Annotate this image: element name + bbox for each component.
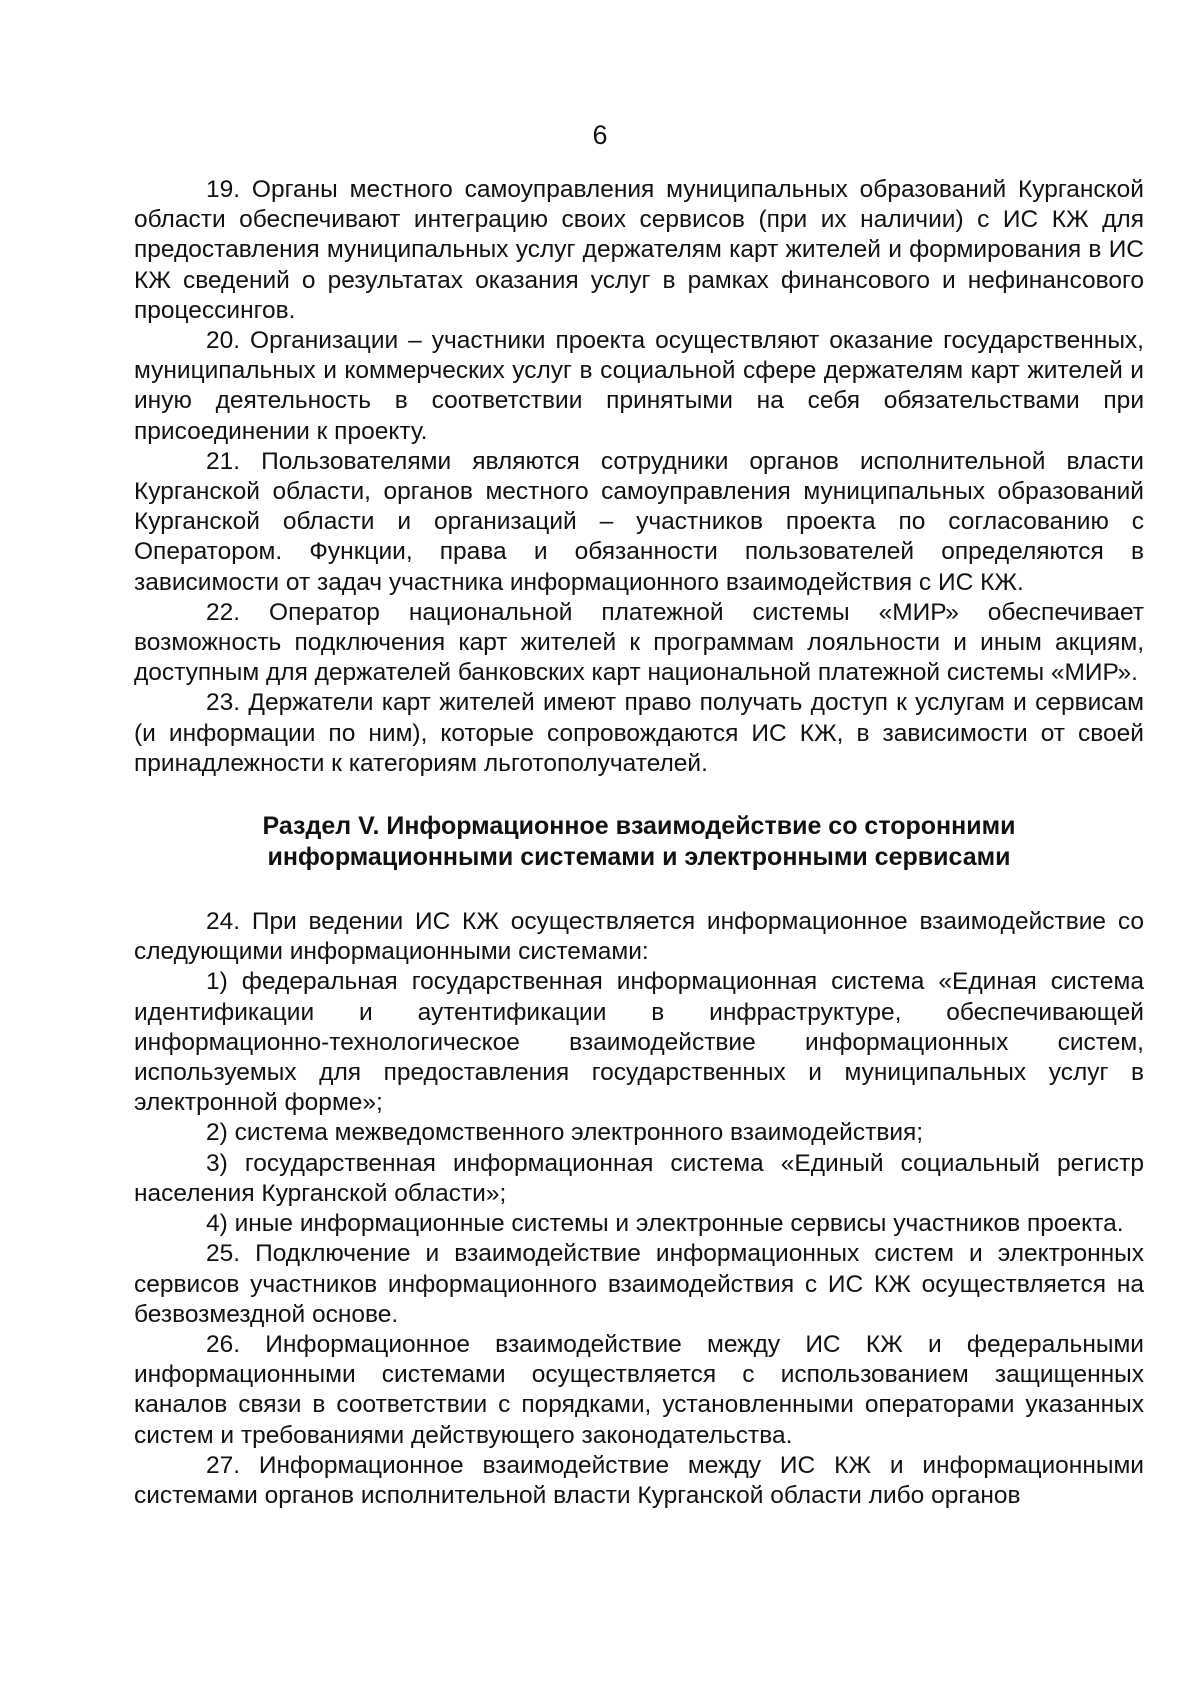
page-number: 6 <box>592 120 608 150</box>
paragraph-27: 27. Информационное взаимодействие между ИС КЖ и информационными системами органов исполнительной власти Курганской области либо органов <box>134 1451 1144 1509</box>
paragraph-25: 25. Подключение и взаимодействие информационных систем и электронных сервисов участников информационного взаимодействия с ИС КЖ осуществляется на безвозмездной основе. <box>134 1240 1144 1328</box>
list-item-2: 2) система межведомственного электронного взаимодействия; <box>206 1119 924 1147</box>
list-item-1: 1) федеральная государственная информационная система «Единая система идентификации и аутентификации в инфраструктуре, обеспечивающей информационно-технологическое взаимодействие информационных систем, используемых для предоставления государственных и муниципальных услуг в электронной форме»; <box>134 968 1144 1117</box>
section-heading-line-1: Раздел V. Информационное взаимодействие со сторонними <box>262 812 1016 841</box>
document-body <box>134 175 1144 1511</box>
section-heading-line-2: информационными системами и электронными сервисами <box>267 843 1011 872</box>
list-item-4: 4) иные информационные системы и электронные сервисы участников проекта. <box>206 1210 1124 1238</box>
paragraph-21: 21. Пользователями являются сотрудники органов исполнительной власти Курганской области, органов местного самоуправления муниципальных образований Курганской области и организаций – участников проекта по согласованию с Оператором. Функции, права и обязанности пользователей определяются в зависимости от задач участника информационного взаимодействия с ИС КЖ. <box>134 447 1144 596</box>
paragraph-22: 22. Оператор национальной платежной системы «МИР» обеспечивает возможность подключения карт жителей к программам лояльности и иным акциям, доступным для держателей банковских карт национальной платежной системы «МИР». <box>134 598 1144 687</box>
list-item-3: 3) государственная информационная система «Единый социальный регистр населения Курганской области»; <box>134 1149 1144 1207</box>
paragraph-26: 26. Информационное взаимодействие между ИС КЖ и федеральными информационными системами осуществляется с использованием защищенных каналов связи в соответствии с порядками, установленными операторами указанных систем и требованиями действующего законодательства. <box>134 1330 1144 1449</box>
paragraph-19: 19. Органы местного самоуправления муниципальных образований Курганской области обеспечивают интеграцию своих сервисов (при их наличии) с ИС КЖ для предоставления муниципальных услуг держателям карт жителей и формирования в ИС КЖ сведений о результатах оказания услуг в рамках финансового и нефинансового процессингов. <box>134 176 1144 324</box>
paragraph-24: 24. При ведении ИС КЖ осуществляется информационное взаимодействие со следующими информационными системами: <box>134 908 1144 966</box>
paragraph-20: 20. Организации – участники проекта осуществляют оказание государственных, муниципальных и коммерческих услуг в социальной сфере держателям карт жителей и иную деятельность в соответствии принятыми на себя обязательствами при присоединении к проекту. <box>134 327 1144 445</box>
section-heading <box>134 811 1144 873</box>
paragraph-23: 23. Держатели карт жителей имеют право получать доступ к услугам и сервисам (и информации по ним), которые сопровождаются ИС КЖ, в зависимости от своей принадлежности к категориям льготополучателей. <box>134 689 1144 777</box>
